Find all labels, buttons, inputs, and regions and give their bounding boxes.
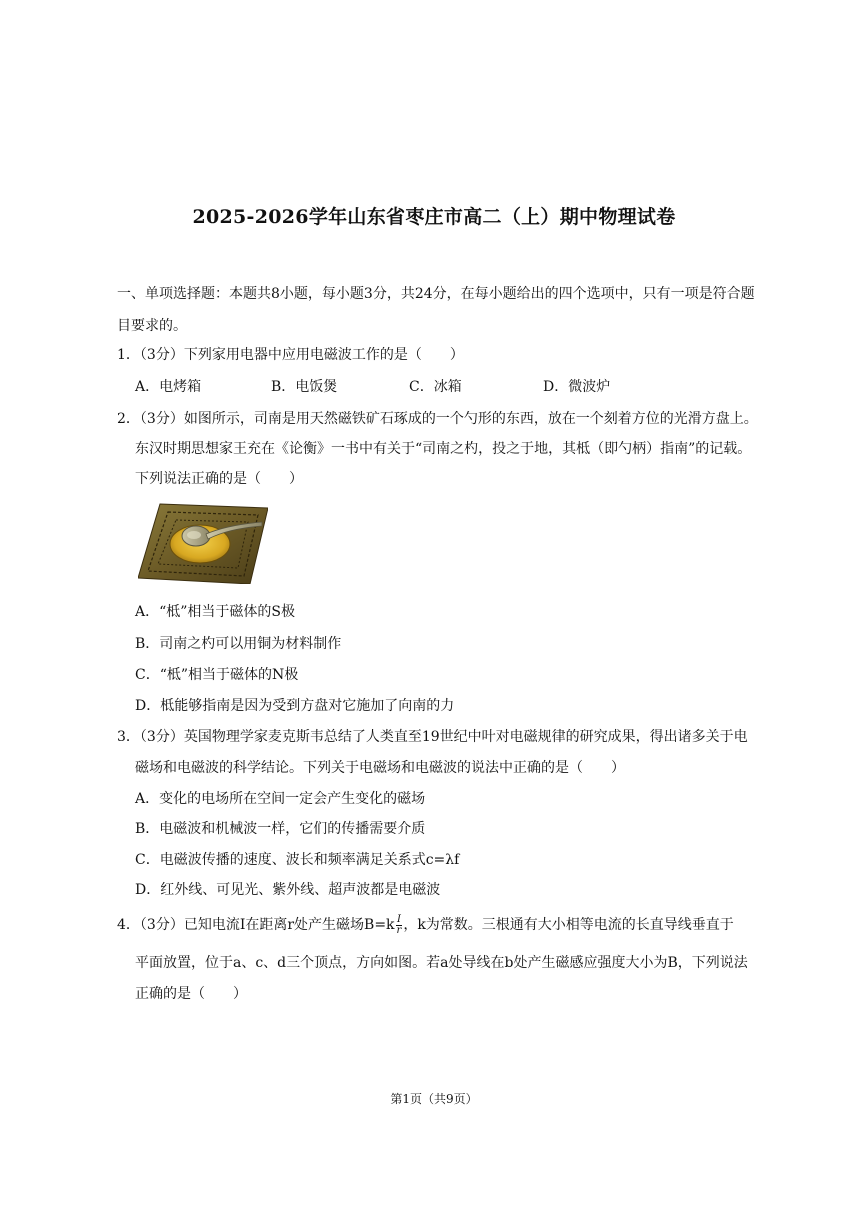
question-2-option-d: D．柢能够指南是因为受到方盘对它施加了向南的力 — [135, 698, 455, 714]
fraction-denominator: r — [396, 924, 402, 936]
exam-title: 2025-2026学年山东省枣庄市高二（上）期中物理试卷 — [192, 206, 676, 228]
question-2-option-a: A．“柢”相当于磁体的S极 — [135, 604, 296, 620]
question-3-option-c: C．电磁波传播的速度、波长和频率满足关系式c=λf — [135, 852, 460, 868]
question-4-prompt: 正确的是（ ） — [135, 986, 247, 1002]
question-4-stem — [117, 914, 734, 936]
question-1-option-d: D．微波炉 — [543, 379, 611, 395]
formula-fraction — [396, 915, 403, 936]
sinan-compass-image — [138, 502, 268, 584]
question-4-stem-text: 4．（3分）已知电流I在距离r处产生磁场B=k — [117, 917, 395, 933]
question-2-prompt: 下列说法正确的是（ ） — [135, 471, 303, 487]
fraction-numerator: I — [396, 913, 401, 925]
question-1-stem: 1．（3分）下列家用电器中应用电磁波工作的是（ ） — [117, 347, 464, 363]
question-2-stem-cont: 东汉时期思想家王充在《论衡》一书中有关于“司南之杓，投之于地，其柢（即勺柄）指南”的记载。 — [135, 441, 752, 457]
question-2-option-b: B．司南之杓可以用铜为材料制作 — [135, 636, 342, 652]
question-3-option-d: D．红外线、可见光、紫外线、超声波都是电磁波 — [135, 882, 441, 898]
question-3-stem-cont: 磁场和电磁波的科学结论。下列关于电磁场和电磁波的说法中正确的是（ ） — [135, 760, 625, 776]
question-3-option-a: A．变化的电场所在空间一定会产生变化的磁场 — [135, 791, 426, 807]
question-2-option-c: C．“柢”相当于磁体的N极 — [135, 667, 299, 683]
page-footer: 第1页（共9页） — [390, 1092, 478, 1106]
question-1-option-b: B．电饭煲 — [271, 379, 338, 395]
question-3-option-b: B．电磁波和机械波一样，它们的传播需要介质 — [135, 821, 426, 837]
section-heading: 一、单项选择题：本题共8小题，每小题3分，共24分，在每小题给出的四个选项中，只有一项是符合题目要求的。 — [117, 286, 755, 334]
question-1-options — [135, 376, 610, 396]
question-1-option-a: A．电烤箱 — [135, 379, 202, 395]
question-2-stem: 2．（3分）如图所示，司南是用天然磁铁矿石琢成的一个勺形的东西，放在一个刻着方位的光滑方盘上。 — [117, 411, 758, 427]
question-1-option-c: C．冰箱 — [409, 379, 462, 395]
question-4-stem-text-cont: ，k为常数。三根通有大小相等电流的长直导线垂直于 — [403, 917, 734, 933]
question-4-stem-cont: 平面放置，位于a、c、d三个顶点，方向如图。若a处导线在b处产生磁感应强度大小为B，下列说法 — [135, 955, 748, 971]
question-3-stem: 3．（3分）英国物理学家麦克斯韦总结了人类直至19世纪中叶对电磁规律的研究成果，得出诸多关于电 — [117, 729, 748, 745]
